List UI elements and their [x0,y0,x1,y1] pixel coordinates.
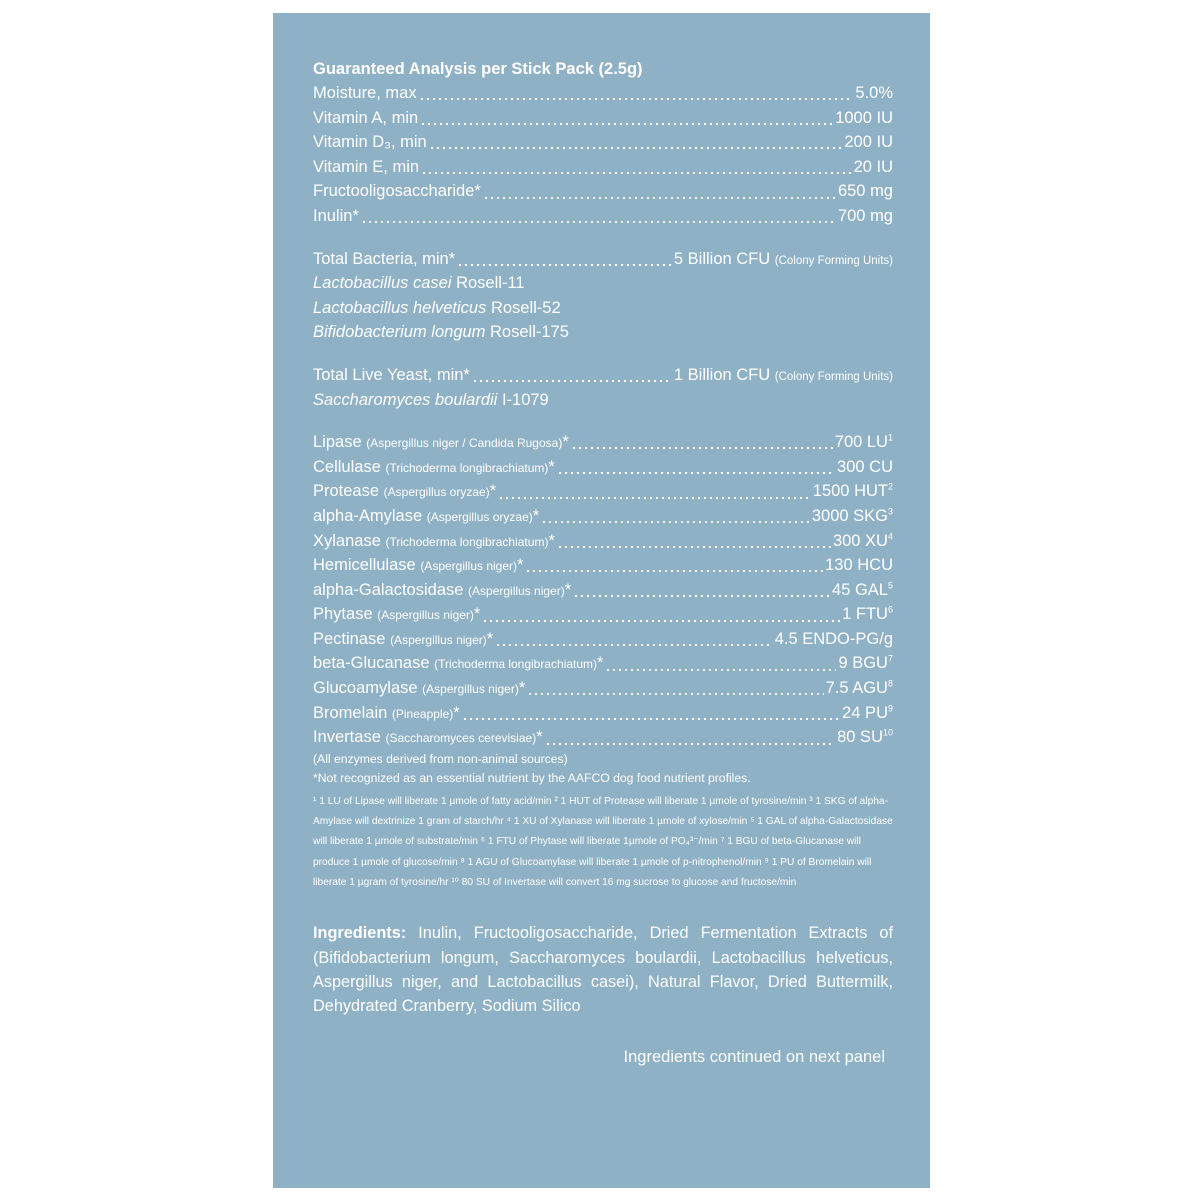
analysis-row [313,81,893,106]
enzyme-label: Invertase (Saccharomyces cerevisiae)* [313,728,543,747]
enzyme-label: Hemicellulase (Aspergillus niger)* [313,556,524,575]
footnote-ref: 7 [887,653,893,664]
enzyme-row [313,701,893,726]
enzyme-label: Bromelain (Pineapple)* [313,703,460,722]
footnote-ref: 2 [887,481,893,492]
yeast-row [313,363,893,388]
footnote-ref: 6 [887,604,893,615]
enzyme-activity: 300 CU [837,457,893,476]
dot-leader [557,546,831,548]
dot-leader [573,595,830,597]
ingredients-label: Ingredients: [313,924,407,943]
species-name: Saccharomyces boulardii [313,390,498,409]
footnote-ref: 3 [887,506,893,517]
enzyme-label: Protease (Aspergillus oryzae)* [313,482,497,501]
yeast-unit-note: (Colony Forming Units) [774,370,893,383]
strain-line [313,388,893,413]
analysis-label: Vitamin D₃, min [313,133,427,152]
continued-note: Ingredients continued on next panel [623,1047,885,1066]
label-panel [273,13,930,1188]
enzyme-source: (Aspergillus niger) [422,682,519,697]
enzyme-source: (Trichoderma longibrachiatum) [385,460,549,475]
enzyme-value [812,504,893,529]
enzyme-label: beta-Glucanase (Trichoderma longibrachiatum)* [313,654,604,673]
ingredients-text: Inulin, Fructooligosaccharide, Dried Fermentation Extracts of (Bifidobacterium longum, Saccharomyces boulardii, Lactobacillus helveticus, Aspergillus niger, and Lactobacillus casei), Natural Flavor, Dried Buttermilk, Dehydrated Cranberry, Sodium Silico [313,924,893,1016]
dot-leader [571,447,833,449]
enzyme-source: (Aspergillus oryzae) [426,509,533,524]
analysis-value: 1000 IU [835,108,893,127]
enzyme-label: Phytase (Aspergillus niger)* [313,605,481,624]
enzyme-value [835,430,893,455]
enzyme-label: alpha-Amylase (Aspergillus oryzae)* [313,506,540,525]
enzyme-value [825,553,893,578]
enzyme-row [313,602,893,627]
analysis-title: Guaranteed Analysis per Stick Pack (2.5g) [313,60,643,78]
analysis-label: Moisture, max [313,84,417,102]
enzyme-name: Cellulase [313,457,381,476]
yeast-cfu: 1 Billion CFU [673,365,771,384]
enzyme-name: alpha-Amylase [313,506,423,525]
footnote: ⁵ 1 GAL of alpha-Galactosidase will liberate 1 µmole of substrate/min [313,816,893,848]
enzyme-name: Phytase [313,605,373,624]
enzyme-source: (Aspergillus niger / Candida Rugosa) [366,436,563,451]
enzyme-name: Lipase [313,433,362,452]
dot-leader [482,620,840,622]
enzyme-value [838,651,893,676]
enzyme-list [313,430,893,750]
enzyme-label: alpha-Galactosidase (Aspergillus niger)* [313,580,572,599]
footnote: ⁷ 1 BGU of beta-Glucanase will produce 1 µmole of glucose/min [313,836,861,868]
enzyme-source: (Aspergillus niger) [390,632,487,647]
analysis-value: 650 mg [837,182,893,201]
enzyme-name: alpha-Galactosidase [313,580,464,599]
enzyme-label: Pectinase (Aspergillus niger)* [313,629,494,648]
enzyme-activity: 1 FTU [842,605,888,624]
bacteria-row [313,247,893,272]
analysis-row [313,130,893,155]
analysis-label: Vitamin A, min [313,108,419,127]
dot-leader [498,497,811,499]
enzyme-source: (Saccharomyces cerevisiae) [385,731,537,746]
footnote-ref: 4 [887,531,893,541]
analysis-value: 200 IU [844,133,893,152]
analysis-value: 5.0% [855,84,893,102]
label-content [313,57,893,1067]
dot-leader [419,98,854,100]
species-name: Lactobacillus helveticus [313,298,487,317]
enzyme-value [842,602,893,627]
dot-leader [421,172,851,174]
enzyme-value [832,578,893,603]
footnote-ref: 9 [887,703,893,714]
species-name: Bifidobacterium longum [313,323,486,342]
spacer [313,412,893,430]
enzyme-value [842,701,893,726]
enzyme-name: Protease [313,482,380,501]
dot-leader [457,264,672,266]
enzyme-value [837,725,893,750]
enzyme-row [313,529,893,554]
enzyme-activity: 1500 HUT [812,482,888,501]
enzyme-name: Bromelain [313,703,388,722]
enzyme-activity: 9 BGU [838,654,888,673]
strain-id: Rosell-52 [490,298,561,317]
bacteria-value [674,247,893,274]
footnote-ref: 5 [887,580,893,591]
enzyme-name: Glucoamylase [313,679,418,698]
yeast-value [674,363,893,390]
strain-line [313,296,893,321]
enzyme-source: (Trichoderma longibrachiatum) [434,657,598,672]
enzyme-activity: 130 HCU [825,556,893,575]
enzyme-activity: 300 XU [832,531,888,550]
bacteria-strain-list [313,271,893,345]
dot-leader [462,718,840,720]
species-name: Lactobacillus casei [313,274,452,293]
dot-leader [527,693,823,695]
enzyme-source: (Pineapple) [391,706,454,721]
enzyme-activity: 45 GAL [832,580,888,599]
dot-leader [557,472,835,474]
analysis-label: Fructooligosaccharide* [313,182,481,201]
enzyme-value [833,529,893,554]
enzyme-source: (Aspergillus niger) [420,559,518,574]
enzyme-label: Xylanase (Trichoderma longibrachiatum)* [313,531,555,550]
strain-line [313,320,893,345]
footnote: ⁸ 1 AGU of Glucoamylase will liberate 1 µmole of p-nitrophenol/min [460,856,762,868]
enzyme-value [813,479,893,504]
bacteria-unit-note: (Colony Forming Units) [774,254,893,267]
enzyme-activity: 4.5 ENDO-PG/g [774,629,893,648]
yeast-strain-list [313,388,893,413]
enzyme-row [313,455,893,480]
dot-leader [545,743,836,745]
ingredients-paragraph [313,921,893,1018]
enzyme-source: (Aspergillus niger) [468,583,565,598]
enzyme-source: (Aspergillus niger) [377,608,474,623]
enzyme-name: Xylanase [313,531,381,550]
enzyme-value [837,455,893,480]
enzyme-row [313,479,893,504]
analysis-label: Inulin* [313,206,359,225]
enzyme-name: Invertase [313,728,381,747]
spacer [313,345,893,363]
enzyme-label: Cellulase (Trichoderma longibrachiatum)* [313,457,555,476]
footnote-ref: 8 [887,678,893,689]
footnote-ref: 10 [882,727,893,738]
footnote: ¹⁰ 80 SU of Invertase will convert 16 mg sucrose to glucose and fructose/min [451,877,797,889]
enzyme-name: Pectinase [313,629,386,648]
enzyme-row [313,725,893,750]
footnote: ² 1 HUT of Protease will liberate 1 µmole of tyrosine/min [554,795,807,807]
analysis-label: Vitamin E, min [313,157,420,176]
enzyme-label: Lipase (Aspergillus niger / Candida Rugosa)* [313,433,569,452]
strain-line [313,271,893,296]
footnote: ⁶ 1 FTU of Phytase will liberate 1µmole of PO₄³⁻/min [480,836,718,848]
dot-leader [525,570,823,572]
enzyme-source: (Trichoderma longibrachiatum) [385,534,549,549]
footnote: ¹ 1 LU of Lipase will liberate 1 µmole of fatty acid/min [313,795,552,807]
enzyme-row [313,578,893,603]
analysis-list [313,81,893,229]
enzyme-activity: 700 LU [834,433,888,452]
analysis-row [313,204,893,229]
enzyme-value [826,676,893,701]
dot-leader [605,669,836,671]
bacteria-cfu: 5 Billion CFU [673,249,771,268]
dot-leader [541,521,810,523]
strain-id: Rosell-11 [456,274,525,293]
analysis-value: 20 IU [853,157,893,176]
enzyme-source: (Aspergillus oryzae) [383,485,490,500]
footnote: ⁴ 1 XU of Xylanase will liberate 1 µmole of xylose/min [506,816,748,828]
enzyme-name: beta-Glucanase [313,654,430,673]
enzyme-row [313,553,893,578]
unit-footnotes [313,792,893,893]
enzyme-activity: 24 PU [842,703,888,722]
strain-id: I-1079 [501,390,549,409]
enzyme-row [313,651,893,676]
bacteria-label: Total Bacteria, min* [313,249,456,268]
enzyme-activity: 7.5 AGU [825,679,888,698]
enzyme-label: Glucoamylase (Aspergillus niger)* [313,679,526,698]
analysis-row [313,155,893,180]
enzyme-row [313,627,893,652]
enzyme-activity: 3000 SKG [811,506,888,525]
dot-leader [361,221,836,223]
enzyme-activity: 80 SU [837,728,883,747]
footnote: ³ 1 SKG of alpha-Amylase will dextrinize 1 gram of starch/hr [313,795,888,828]
enzyme-row [313,504,893,529]
strain-id: Rosell-175 [490,323,569,342]
enzyme-note: (All enzymes derived from non-animal sources) [313,751,568,766]
enzyme-row [313,430,893,455]
analysis-row [313,179,893,204]
analysis-value: 700 mg [837,206,893,225]
enzyme-value [775,627,893,652]
footnote-ref: 1 [887,432,893,443]
dot-leader [483,197,836,199]
dot-leader [495,644,773,646]
yeast-label: Total Live Yeast, min* [313,365,470,384]
analysis-row [313,106,893,131]
footnote: ⁹ 1 PU of Bromelain will liberate 1 µgram of tyrosine/hr [313,856,872,889]
dot-leader [429,147,843,149]
aafco-note: *Not recognized as an essential nutrient by the AAFCO dog food nutrient profiles. [313,770,751,785]
enzyme-name: Hemicellulase [313,556,416,575]
spacer [313,229,893,247]
enzyme-row [313,676,893,701]
dot-leader [472,380,672,382]
dot-leader [420,123,833,125]
